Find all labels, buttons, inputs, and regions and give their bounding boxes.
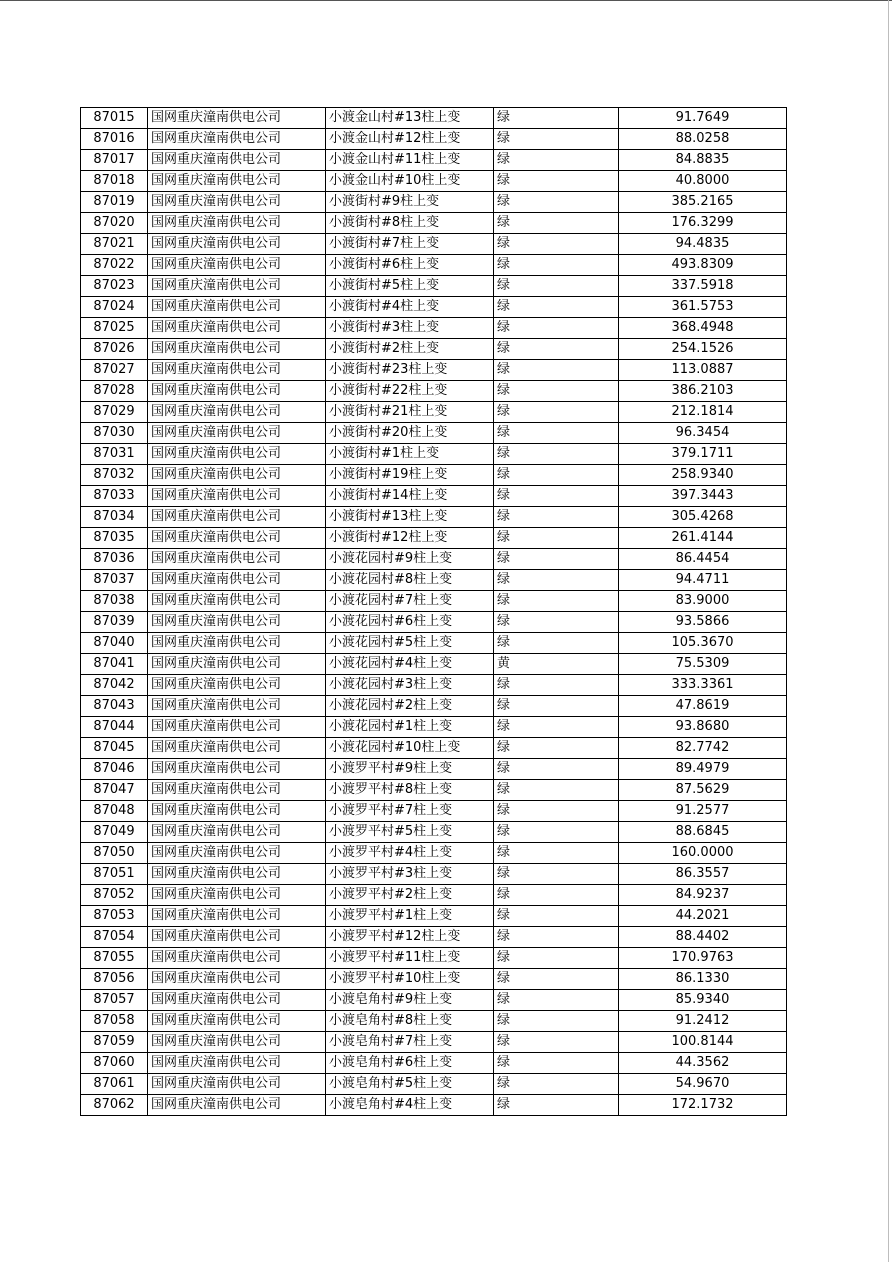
page-top-border bbox=[0, 0, 892, 1]
row-id-cell: 87017 bbox=[81, 150, 148, 171]
table-row bbox=[81, 1095, 787, 1116]
company-cell: 国网重庆潼南供电公司 bbox=[148, 696, 326, 717]
status-cell: 绿 bbox=[494, 339, 619, 360]
company-cell: 国网重庆潼南供电公司 bbox=[148, 297, 326, 318]
company-cell: 国网重庆潼南供电公司 bbox=[148, 801, 326, 822]
row-id-cell: 87056 bbox=[81, 969, 148, 990]
company-cell: 国网重庆潼南供电公司 bbox=[148, 1074, 326, 1095]
row-id-cell: 87036 bbox=[81, 549, 148, 570]
table-row bbox=[81, 276, 787, 297]
transformer-name-cell: 小渡罗平村#10柱上变 bbox=[326, 969, 494, 990]
company-cell: 国网重庆潼南供电公司 bbox=[148, 759, 326, 780]
status-cell: 绿 bbox=[494, 1032, 619, 1053]
value-cell: 160.0000 bbox=[619, 843, 787, 864]
status-cell: 绿 bbox=[494, 360, 619, 381]
company-cell: 国网重庆潼南供电公司 bbox=[148, 570, 326, 591]
table-row bbox=[81, 696, 787, 717]
table-row bbox=[81, 297, 787, 318]
row-id-cell: 87029 bbox=[81, 402, 148, 423]
transformer-name-cell: 小渡花园村#9柱上变 bbox=[326, 549, 494, 570]
value-cell: 89.4979 bbox=[619, 759, 787, 780]
row-id-cell: 87033 bbox=[81, 486, 148, 507]
transformer-name-cell: 小渡皂角村#8柱上变 bbox=[326, 1011, 494, 1032]
table-row bbox=[81, 654, 787, 675]
company-cell: 国网重庆潼南供电公司 bbox=[148, 885, 326, 906]
transformer-name-cell: 小渡金山村#10柱上变 bbox=[326, 171, 494, 192]
status-cell: 绿 bbox=[494, 528, 619, 549]
row-id-cell: 87034 bbox=[81, 507, 148, 528]
company-cell: 国网重庆潼南供电公司 bbox=[148, 423, 326, 444]
row-id-cell: 87023 bbox=[81, 276, 148, 297]
row-id-cell: 87026 bbox=[81, 339, 148, 360]
transformer-name-cell: 小渡花园村#1柱上变 bbox=[326, 717, 494, 738]
company-cell: 国网重庆潼南供电公司 bbox=[148, 213, 326, 234]
row-id-cell: 87049 bbox=[81, 822, 148, 843]
company-cell: 国网重庆潼南供电公司 bbox=[148, 108, 326, 129]
status-cell: 绿 bbox=[494, 570, 619, 591]
row-id-cell: 87057 bbox=[81, 990, 148, 1011]
company-cell: 国网重庆潼南供电公司 bbox=[148, 276, 326, 297]
table-row bbox=[81, 318, 787, 339]
table-row bbox=[81, 402, 787, 423]
company-cell: 国网重庆潼南供电公司 bbox=[148, 969, 326, 990]
value-cell: 172.1732 bbox=[619, 1095, 787, 1116]
transformer-name-cell: 小渡街村#12柱上变 bbox=[326, 528, 494, 549]
table-row bbox=[81, 780, 787, 801]
status-cell: 绿 bbox=[494, 171, 619, 192]
status-cell: 绿 bbox=[494, 276, 619, 297]
status-cell: 绿 bbox=[494, 1053, 619, 1074]
value-cell: 86.1330 bbox=[619, 969, 787, 990]
table-row bbox=[81, 549, 787, 570]
transformer-name-cell: 小渡皂角村#5柱上变 bbox=[326, 1074, 494, 1095]
table-row bbox=[81, 360, 787, 381]
status-cell: 绿 bbox=[494, 948, 619, 969]
row-id-cell: 87025 bbox=[81, 318, 148, 339]
company-cell: 国网重庆潼南供电公司 bbox=[148, 738, 326, 759]
row-id-cell: 87016 bbox=[81, 129, 148, 150]
table-row bbox=[81, 444, 787, 465]
status-cell: 绿 bbox=[494, 150, 619, 171]
row-id-cell: 87060 bbox=[81, 1053, 148, 1074]
transformer-name-cell: 小渡街村#20柱上变 bbox=[326, 423, 494, 444]
status-cell: 绿 bbox=[494, 969, 619, 990]
value-cell: 385.2165 bbox=[619, 192, 787, 213]
transformer-name-cell: 小渡街村#19柱上变 bbox=[326, 465, 494, 486]
company-cell: 国网重庆潼南供电公司 bbox=[148, 318, 326, 339]
page-right-edge bbox=[888, 0, 889, 1262]
row-id-cell: 87035 bbox=[81, 528, 148, 549]
value-cell: 379.1711 bbox=[619, 444, 787, 465]
company-cell: 国网重庆潼南供电公司 bbox=[148, 402, 326, 423]
transformer-name-cell: 小渡花园村#7柱上变 bbox=[326, 591, 494, 612]
status-cell: 绿 bbox=[494, 696, 619, 717]
status-cell: 绿 bbox=[494, 381, 619, 402]
transformer-name-cell: 小渡罗平村#12柱上变 bbox=[326, 927, 494, 948]
table-row bbox=[81, 927, 787, 948]
transformer-name-cell: 小渡罗平村#4柱上变 bbox=[326, 843, 494, 864]
value-cell: 113.0887 bbox=[619, 360, 787, 381]
transformer-name-cell: 小渡街村#8柱上变 bbox=[326, 213, 494, 234]
company-cell: 国网重庆潼南供电公司 bbox=[148, 486, 326, 507]
status-cell: 绿 bbox=[494, 780, 619, 801]
row-id-cell: 87021 bbox=[81, 234, 148, 255]
row-id-cell: 87032 bbox=[81, 465, 148, 486]
status-cell: 绿 bbox=[494, 822, 619, 843]
table-row bbox=[81, 633, 787, 654]
value-cell: 83.9000 bbox=[619, 591, 787, 612]
row-id-cell: 87038 bbox=[81, 591, 148, 612]
company-cell: 国网重庆潼南供电公司 bbox=[148, 843, 326, 864]
transformer-name-cell: 小渡金山村#12柱上变 bbox=[326, 129, 494, 150]
table-row bbox=[81, 213, 787, 234]
company-cell: 国网重庆潼南供电公司 bbox=[148, 360, 326, 381]
value-cell: 86.4454 bbox=[619, 549, 787, 570]
transformer-name-cell: 小渡罗平村#8柱上变 bbox=[326, 780, 494, 801]
value-cell: 86.3557 bbox=[619, 864, 787, 885]
table-row bbox=[81, 507, 787, 528]
transformer-table bbox=[80, 107, 787, 1116]
company-cell: 国网重庆潼南供电公司 bbox=[148, 507, 326, 528]
table-row bbox=[81, 612, 787, 633]
row-id-cell: 87037 bbox=[81, 570, 148, 591]
value-cell: 105.3670 bbox=[619, 633, 787, 654]
company-cell: 国网重庆潼南供电公司 bbox=[148, 234, 326, 255]
status-cell: 绿 bbox=[494, 675, 619, 696]
company-cell: 国网重庆潼南供电公司 bbox=[148, 465, 326, 486]
row-id-cell: 87044 bbox=[81, 717, 148, 738]
row-id-cell: 87028 bbox=[81, 381, 148, 402]
company-cell: 国网重庆潼南供电公司 bbox=[148, 864, 326, 885]
value-cell: 397.3443 bbox=[619, 486, 787, 507]
company-cell: 国网重庆潼南供电公司 bbox=[148, 339, 326, 360]
status-cell: 绿 bbox=[494, 864, 619, 885]
status-cell: 绿 bbox=[494, 444, 619, 465]
company-cell: 国网重庆潼南供电公司 bbox=[148, 591, 326, 612]
company-cell: 国网重庆潼南供电公司 bbox=[148, 528, 326, 549]
table-row bbox=[81, 339, 787, 360]
table-row bbox=[81, 1074, 787, 1095]
value-cell: 261.4144 bbox=[619, 528, 787, 549]
company-cell: 国网重庆潼南供电公司 bbox=[148, 948, 326, 969]
transformer-name-cell: 小渡街村#6柱上变 bbox=[326, 255, 494, 276]
status-cell: 绿 bbox=[494, 318, 619, 339]
value-cell: 368.4948 bbox=[619, 318, 787, 339]
transformer-name-cell: 小渡街村#3柱上变 bbox=[326, 318, 494, 339]
status-cell: 绿 bbox=[494, 612, 619, 633]
company-cell: 国网重庆潼南供电公司 bbox=[148, 1011, 326, 1032]
row-id-cell: 87043 bbox=[81, 696, 148, 717]
table-row bbox=[81, 822, 787, 843]
transformer-name-cell: 小渡罗平村#5柱上变 bbox=[326, 822, 494, 843]
value-cell: 96.3454 bbox=[619, 423, 787, 444]
transformer-name-cell: 小渡花园村#4柱上变 bbox=[326, 654, 494, 675]
company-cell: 国网重庆潼南供电公司 bbox=[148, 192, 326, 213]
transformer-name-cell: 小渡花园村#2柱上变 bbox=[326, 696, 494, 717]
value-cell: 361.5753 bbox=[619, 297, 787, 318]
company-cell: 国网重庆潼南供电公司 bbox=[148, 822, 326, 843]
value-cell: 94.4711 bbox=[619, 570, 787, 591]
table-row bbox=[81, 1032, 787, 1053]
table-row bbox=[81, 255, 787, 276]
status-cell: 绿 bbox=[494, 507, 619, 528]
company-cell: 国网重庆潼南供电公司 bbox=[148, 1053, 326, 1074]
row-id-cell: 87015 bbox=[81, 108, 148, 129]
value-cell: 94.4835 bbox=[619, 234, 787, 255]
value-cell: 333.3361 bbox=[619, 675, 787, 696]
row-id-cell: 87062 bbox=[81, 1095, 148, 1116]
status-cell: 绿 bbox=[494, 801, 619, 822]
table-row bbox=[81, 570, 787, 591]
value-cell: 40.8000 bbox=[619, 171, 787, 192]
table-row bbox=[81, 990, 787, 1011]
status-cell: 绿 bbox=[494, 885, 619, 906]
table-row bbox=[81, 465, 787, 486]
company-cell: 国网重庆潼南供电公司 bbox=[148, 990, 326, 1011]
value-cell: 386.2103 bbox=[619, 381, 787, 402]
transformer-name-cell: 小渡金山村#11柱上变 bbox=[326, 150, 494, 171]
value-cell: 258.9340 bbox=[619, 465, 787, 486]
row-id-cell: 87058 bbox=[81, 1011, 148, 1032]
status-cell: 绿 bbox=[494, 1011, 619, 1032]
value-cell: 85.9340 bbox=[619, 990, 787, 1011]
status-cell: 绿 bbox=[494, 129, 619, 150]
table-row bbox=[81, 192, 787, 213]
transformer-name-cell: 小渡花园村#6柱上变 bbox=[326, 612, 494, 633]
transformer-name-cell: 小渡街村#22柱上变 bbox=[326, 381, 494, 402]
status-cell: 绿 bbox=[494, 633, 619, 654]
company-cell: 国网重庆潼南供电公司 bbox=[148, 612, 326, 633]
value-cell: 91.2412 bbox=[619, 1011, 787, 1032]
row-id-cell: 87045 bbox=[81, 738, 148, 759]
table-row bbox=[81, 717, 787, 738]
company-cell: 国网重庆潼南供电公司 bbox=[148, 171, 326, 192]
table-row bbox=[81, 591, 787, 612]
row-id-cell: 87052 bbox=[81, 885, 148, 906]
table-row bbox=[81, 486, 787, 507]
transformer-name-cell: 小渡花园村#10柱上变 bbox=[326, 738, 494, 759]
table-row bbox=[81, 528, 787, 549]
transformer-name-cell: 小渡街村#21柱上变 bbox=[326, 402, 494, 423]
transformer-name-cell: 小渡罗平村#9柱上变 bbox=[326, 759, 494, 780]
table-row bbox=[81, 1053, 787, 1074]
value-cell: 75.5309 bbox=[619, 654, 787, 675]
transformer-name-cell: 小渡街村#2柱上变 bbox=[326, 339, 494, 360]
status-cell: 绿 bbox=[494, 297, 619, 318]
row-id-cell: 87048 bbox=[81, 801, 148, 822]
transformer-name-cell: 小渡街村#23柱上变 bbox=[326, 360, 494, 381]
transformer-name-cell: 小渡街村#14柱上变 bbox=[326, 486, 494, 507]
status-cell: 绿 bbox=[494, 423, 619, 444]
row-id-cell: 87059 bbox=[81, 1032, 148, 1053]
status-cell: 绿 bbox=[494, 465, 619, 486]
value-cell: 44.3562 bbox=[619, 1053, 787, 1074]
value-cell: 91.2577 bbox=[619, 801, 787, 822]
company-cell: 国网重庆潼南供电公司 bbox=[148, 150, 326, 171]
row-id-cell: 87050 bbox=[81, 843, 148, 864]
status-cell: 绿 bbox=[494, 717, 619, 738]
row-id-cell: 87054 bbox=[81, 927, 148, 948]
value-cell: 212.1814 bbox=[619, 402, 787, 423]
company-cell: 国网重庆潼南供电公司 bbox=[148, 780, 326, 801]
status-cell: 绿 bbox=[494, 234, 619, 255]
transformer-name-cell: 小渡皂角村#7柱上变 bbox=[326, 1032, 494, 1053]
row-id-cell: 87022 bbox=[81, 255, 148, 276]
status-cell: 绿 bbox=[494, 843, 619, 864]
table-row bbox=[81, 381, 787, 402]
row-id-cell: 87018 bbox=[81, 171, 148, 192]
value-cell: 91.7649 bbox=[619, 108, 787, 129]
company-cell: 国网重庆潼南供电公司 bbox=[148, 906, 326, 927]
status-cell: 绿 bbox=[494, 192, 619, 213]
row-id-cell: 87027 bbox=[81, 360, 148, 381]
table-row bbox=[81, 129, 787, 150]
transformer-name-cell: 小渡街村#5柱上变 bbox=[326, 276, 494, 297]
transformer-name-cell: 小渡罗平村#1柱上变 bbox=[326, 906, 494, 927]
status-cell: 绿 bbox=[494, 990, 619, 1011]
transformer-name-cell: 小渡金山村#13柱上变 bbox=[326, 108, 494, 129]
row-id-cell: 87019 bbox=[81, 192, 148, 213]
transformer-name-cell: 小渡街村#9柱上变 bbox=[326, 192, 494, 213]
table-row bbox=[81, 906, 787, 927]
transformer-name-cell: 小渡罗平村#3柱上变 bbox=[326, 864, 494, 885]
row-id-cell: 87055 bbox=[81, 948, 148, 969]
table-row bbox=[81, 234, 787, 255]
value-cell: 54.9670 bbox=[619, 1074, 787, 1095]
company-cell: 国网重庆潼南供电公司 bbox=[148, 717, 326, 738]
status-cell: 绿 bbox=[494, 759, 619, 780]
transformer-name-cell: 小渡街村#1柱上变 bbox=[326, 444, 494, 465]
value-cell: 100.8144 bbox=[619, 1032, 787, 1053]
company-cell: 国网重庆潼南供电公司 bbox=[148, 654, 326, 675]
value-cell: 93.8680 bbox=[619, 717, 787, 738]
transformer-name-cell: 小渡街村#7柱上变 bbox=[326, 234, 494, 255]
transformer-name-cell: 小渡花园村#8柱上变 bbox=[326, 570, 494, 591]
transformer-name-cell: 小渡花园村#3柱上变 bbox=[326, 675, 494, 696]
row-id-cell: 87061 bbox=[81, 1074, 148, 1095]
value-cell: 84.8835 bbox=[619, 150, 787, 171]
transformer-name-cell: 小渡罗平村#11柱上变 bbox=[326, 948, 494, 969]
company-cell: 国网重庆潼南供电公司 bbox=[148, 927, 326, 948]
value-cell: 88.0258 bbox=[619, 129, 787, 150]
table-row bbox=[81, 738, 787, 759]
table-row bbox=[81, 948, 787, 969]
transformer-name-cell: 小渡街村#13柱上变 bbox=[326, 507, 494, 528]
status-cell: 绿 bbox=[494, 549, 619, 570]
transformer-name-cell: 小渡街村#4柱上变 bbox=[326, 297, 494, 318]
table-row bbox=[81, 423, 787, 444]
transformer-name-cell: 小渡罗平村#7柱上变 bbox=[326, 801, 494, 822]
status-cell: 绿 bbox=[494, 1095, 619, 1116]
company-cell: 国网重庆潼南供电公司 bbox=[148, 129, 326, 150]
value-cell: 87.5629 bbox=[619, 780, 787, 801]
table-row bbox=[81, 1011, 787, 1032]
value-cell: 337.5918 bbox=[619, 276, 787, 297]
transformer-name-cell: 小渡花园村#5柱上变 bbox=[326, 633, 494, 654]
status-cell: 绿 bbox=[494, 108, 619, 129]
value-cell: 88.4402 bbox=[619, 927, 787, 948]
table-row bbox=[81, 150, 787, 171]
status-cell: 绿 bbox=[494, 402, 619, 423]
row-id-cell: 87030 bbox=[81, 423, 148, 444]
table-row bbox=[81, 843, 787, 864]
row-id-cell: 87042 bbox=[81, 675, 148, 696]
company-cell: 国网重庆潼南供电公司 bbox=[148, 549, 326, 570]
transformer-name-cell: 小渡罗平村#2柱上变 bbox=[326, 885, 494, 906]
value-cell: 44.2021 bbox=[619, 906, 787, 927]
transformer-name-cell: 小渡皂角村#4柱上变 bbox=[326, 1095, 494, 1116]
row-id-cell: 87051 bbox=[81, 864, 148, 885]
value-cell: 88.6845 bbox=[619, 822, 787, 843]
row-id-cell: 87053 bbox=[81, 906, 148, 927]
status-cell: 绿 bbox=[494, 591, 619, 612]
status-cell: 绿 bbox=[494, 927, 619, 948]
value-cell: 305.4268 bbox=[619, 507, 787, 528]
table-row bbox=[81, 108, 787, 129]
table-row bbox=[81, 864, 787, 885]
value-cell: 47.8619 bbox=[619, 696, 787, 717]
table-body bbox=[81, 108, 787, 1116]
row-id-cell: 87047 bbox=[81, 780, 148, 801]
row-id-cell: 87040 bbox=[81, 633, 148, 654]
status-cell: 绿 bbox=[494, 906, 619, 927]
status-cell: 绿 bbox=[494, 738, 619, 759]
table-row bbox=[81, 675, 787, 696]
company-cell: 国网重庆潼南供电公司 bbox=[148, 1032, 326, 1053]
value-cell: 93.5866 bbox=[619, 612, 787, 633]
table-row bbox=[81, 801, 787, 822]
value-cell: 254.1526 bbox=[619, 339, 787, 360]
table-row bbox=[81, 885, 787, 906]
row-id-cell: 87046 bbox=[81, 759, 148, 780]
value-cell: 170.9763 bbox=[619, 948, 787, 969]
company-cell: 国网重庆潼南供电公司 bbox=[148, 633, 326, 654]
transformer-name-cell: 小渡皂角村#6柱上变 bbox=[326, 1053, 494, 1074]
value-cell: 493.8309 bbox=[619, 255, 787, 276]
row-id-cell: 87024 bbox=[81, 297, 148, 318]
status-cell: 绿 bbox=[494, 1074, 619, 1095]
status-cell: 绿 bbox=[494, 255, 619, 276]
transformer-name-cell: 小渡皂角村#9柱上变 bbox=[326, 990, 494, 1011]
value-cell: 84.9237 bbox=[619, 885, 787, 906]
value-cell: 82.7742 bbox=[619, 738, 787, 759]
table-row bbox=[81, 969, 787, 990]
row-id-cell: 87020 bbox=[81, 213, 148, 234]
company-cell: 国网重庆潼南供电公司 bbox=[148, 444, 326, 465]
row-id-cell: 87041 bbox=[81, 654, 148, 675]
company-cell: 国网重庆潼南供电公司 bbox=[148, 675, 326, 696]
table-row bbox=[81, 171, 787, 192]
row-id-cell: 87039 bbox=[81, 612, 148, 633]
company-cell: 国网重庆潼南供电公司 bbox=[148, 255, 326, 276]
table-row bbox=[81, 759, 787, 780]
company-cell: 国网重庆潼南供电公司 bbox=[148, 1095, 326, 1116]
status-cell: 绿 bbox=[494, 213, 619, 234]
value-cell: 176.3299 bbox=[619, 213, 787, 234]
status-cell: 绿 bbox=[494, 486, 619, 507]
status-cell: 黄 bbox=[494, 654, 619, 675]
row-id-cell: 87031 bbox=[81, 444, 148, 465]
company-cell: 国网重庆潼南供电公司 bbox=[148, 381, 326, 402]
